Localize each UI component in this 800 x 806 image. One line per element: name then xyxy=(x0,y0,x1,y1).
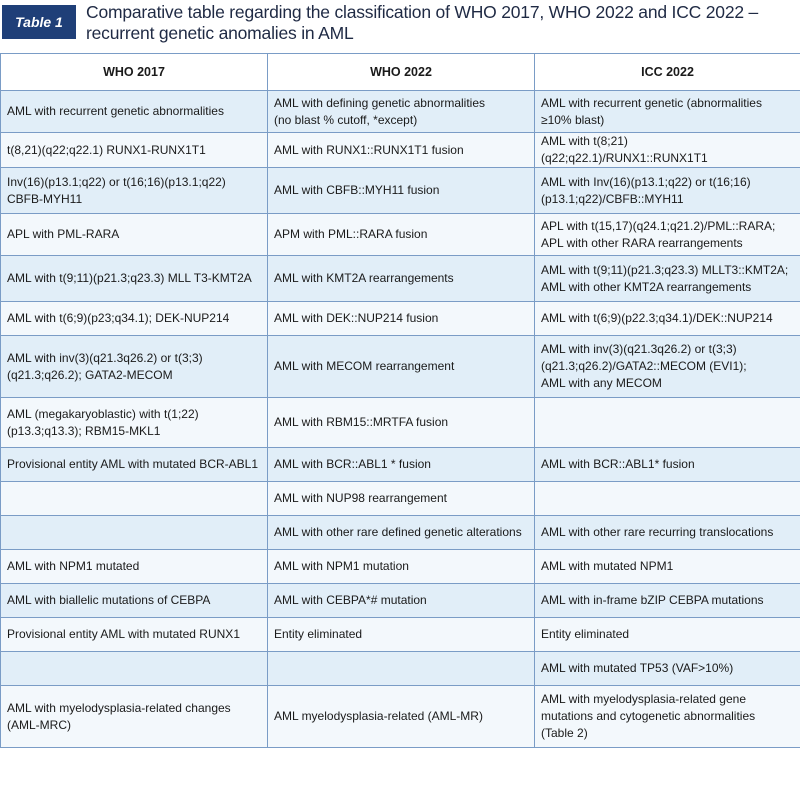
who-2022-cell xyxy=(268,652,535,686)
icc-2022-cell: AML with recurrent genetic (abnormalities ≥10% blast) xyxy=(535,91,800,133)
who-2022-cell: Entity eliminated xyxy=(268,618,535,652)
who-2017-cell: Provisional entity AML with mutated RUNX1 xyxy=(1,618,268,652)
table-row xyxy=(1,398,800,448)
who-2022-cell: AML with NUP98 rearrangement xyxy=(268,482,535,516)
who-2017-cell: AML with NPM1 mutated xyxy=(1,550,268,584)
icc-2022-cell: AML with t(6;9)(p22.3;q34.1)/DEK::NUP214 xyxy=(535,302,800,336)
table-row xyxy=(1,482,800,516)
who-2022-cell: AML with CBFB::MYH11 fusion xyxy=(268,168,535,214)
icc-2022-cell xyxy=(535,482,800,516)
who-2022-cell: APM with PML::RARA fusion xyxy=(268,214,535,256)
table-row xyxy=(1,652,800,686)
table-badge: Table 1 xyxy=(2,5,76,39)
who-2022-cell: AML with DEK::NUP214 fusion xyxy=(268,302,535,336)
who-2022-cell: AML with RBM15::MRTFA fusion xyxy=(268,398,535,448)
who-2017-cell: Provisional entity AML with mutated BCR-ABL1 xyxy=(1,448,268,482)
icc-2022-cell: AML with inv(3)(q21.3q26.2) or t(3;3) (q21.3;q26.2)/GATA2::MECOM (EVI1); AML with any MECOM xyxy=(535,336,800,398)
who-2022-cell: AML with CEBPA*# mutation xyxy=(268,584,535,618)
icc-2022-cell: APL with t(15,17)(q24.1;q21.2)/PML::RARA; APL with other RARA rearrangements xyxy=(535,214,800,256)
icc-2022-cell: AML with t(8;21)(q22;q22.1)/RUNX1::RUNX1T1 xyxy=(535,133,800,168)
icc-2022-cell: AML with myelodysplasia-related gene mutations and cytogenetic abnormalities (Table 2) xyxy=(535,686,800,748)
who-2017-cell: AML with inv(3)(q21.3q26.2) or t(3;3) (q21.3;q26.2); GATA2-MECOM xyxy=(1,336,268,398)
who-2017-cell xyxy=(1,652,268,686)
icc-2022-cell: AML with other rare recurring translocations xyxy=(535,516,800,550)
icc-2022-cell: AML with mutated TP53 (VAF>10%) xyxy=(535,652,800,686)
table-row xyxy=(1,256,800,302)
classification-table xyxy=(0,53,800,748)
table-row xyxy=(1,618,800,652)
who-2017-cell xyxy=(1,482,268,516)
who-2022-cell: AML with other rare defined genetic alterations xyxy=(268,516,535,550)
who-2017-cell: Inv(16)(p13.1;q22) or t(16;16)(p13.1;q22) CBFB-MYH11 xyxy=(1,168,268,214)
table-row xyxy=(1,133,800,168)
who-2017-cell: AML with biallelic mutations of CEBPA xyxy=(1,584,268,618)
table-row xyxy=(1,91,800,133)
who-2022-cell: AML with defining genetic abnormalities (no blast % cutoff, *except) xyxy=(268,91,535,133)
who-2017-cell: AML with myelodysplasia-related changes (AML-MRC) xyxy=(1,686,268,748)
who-2022-cell: AML with KMT2A rearrangements xyxy=(268,256,535,302)
who-2017-cell: t(8,21)(q22;q22.1) RUNX1-RUNX1T1 xyxy=(1,133,268,168)
who-2017-cell: AML with recurrent genetic abnormalities xyxy=(1,91,268,133)
icc-2022-cell: AML with BCR::ABL1* fusion xyxy=(535,448,800,482)
table-row xyxy=(1,302,800,336)
who-2017-cell: AML (megakaryoblastic) with t(1;22) (p13.3;q13.3); RBM15-MKL1 xyxy=(1,398,268,448)
who-2017-cell xyxy=(1,516,268,550)
who-2022-cell: AML with RUNX1::RUNX1T1 fusion xyxy=(268,133,535,168)
who-2022-cell: AML myelodysplasia-related (AML-MR) xyxy=(268,686,535,748)
column-header-who-2022: WHO 2022 xyxy=(268,54,535,91)
table-row xyxy=(1,448,800,482)
icc-2022-cell: AML with in-frame bZIP CEBPA mutations xyxy=(535,584,800,618)
table-row xyxy=(1,516,800,550)
icc-2022-cell xyxy=(535,398,800,448)
column-header-icc-2022: ICC 2022 xyxy=(535,54,800,91)
who-2022-cell: AML with NPM1 mutation xyxy=(268,550,535,584)
who-2017-cell: AML with t(6;9)(p23;q34.1); DEK-NUP214 xyxy=(1,302,268,336)
table-row xyxy=(1,584,800,618)
column-header-who-2017: WHO 2017 xyxy=(1,54,268,91)
icc-2022-cell: AML with Inv(16)(p13.1;q22) or t(16;16) (p13.1;q22)/CBFB::MYH11 xyxy=(535,168,800,214)
table-caption: Comparative table regarding the classification of WHO 2017, WHO 2022 and ICC 2022 – recurrent genetic anomalies in AML xyxy=(86,2,759,43)
table-row xyxy=(1,168,800,214)
table-header xyxy=(0,0,800,46)
who-2022-cell: AML with MECOM rearrangement xyxy=(268,336,535,398)
table-row xyxy=(1,214,800,256)
who-2022-cell: AML with BCR::ABL1 * fusion xyxy=(268,448,535,482)
who-2017-cell: APL with PML-RARA xyxy=(1,214,268,256)
table-row xyxy=(1,686,800,748)
icc-2022-cell: AML with t(9;11)(p21.3;q23.3) MLLT3::KMT2A; AML with other KMT2A rearrangements xyxy=(535,256,800,302)
table-row xyxy=(1,336,800,398)
who-2017-cell: AML with t(9;11)(p21.3;q23.3) MLL T3-KMT2A xyxy=(1,256,268,302)
icc-2022-cell: Entity eliminated xyxy=(535,618,800,652)
table-row xyxy=(1,550,800,584)
header-row xyxy=(1,54,800,91)
icc-2022-cell: AML with mutated NPM1 xyxy=(535,550,800,584)
